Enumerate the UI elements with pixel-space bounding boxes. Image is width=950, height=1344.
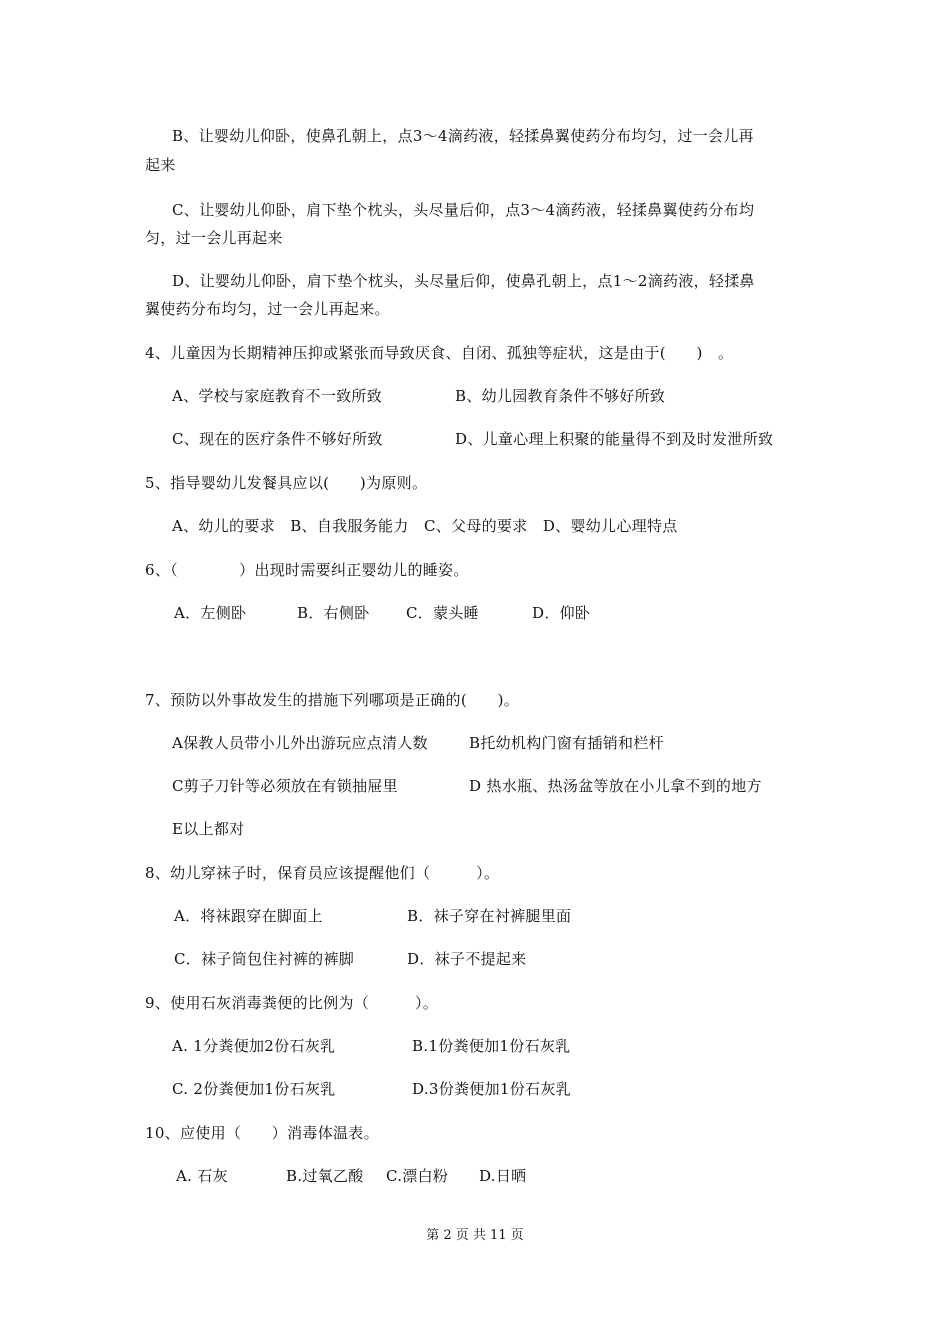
q7-option-d: D 热水瓶、热汤盆等放在小儿拿不到的地方 xyxy=(469,777,762,795)
q9-option-a: A. 1分粪便加2份石灰乳 xyxy=(172,1037,336,1055)
q3-option-d-line2: 翼使药分布均匀，过一会儿再起来。 xyxy=(145,300,390,318)
q10-option-c: C.漂白粉 xyxy=(386,1167,449,1185)
q9-stem: 9、使用石灰消毒粪便的比例为（ ）。 xyxy=(145,994,439,1012)
q8-option-c: C．袜子筒包住衬裤的裤脚 xyxy=(174,950,355,968)
q7-option-a: A保教人员带小儿外出游玩应点清人数 xyxy=(172,734,428,752)
q6-stem: 6、（ ）出现时需要纠正婴幼儿的睡姿。 xyxy=(145,561,469,579)
q10-option-a: A. 石灰 xyxy=(176,1167,228,1185)
q10-option-d: D.日晒 xyxy=(479,1167,527,1185)
q3-option-d-line1: D、让婴幼儿仰卧，肩下垫个枕头，头尽量后仰，使鼻孔朝上，点1～2滴药液，轻揉鼻 xyxy=(172,272,755,290)
q4-option-d: D、儿童心理上积聚的能量得不到及时发泄所致 xyxy=(455,430,774,448)
q9-option-b: B.1份粪便加1份石灰乳 xyxy=(412,1037,571,1055)
q3-option-c-line2: 匀，过一会儿再起来 xyxy=(145,229,283,247)
q7-option-c: C剪子刀针等必须放在有锁抽屉里 xyxy=(172,777,398,795)
q9-option-c: C. 2份粪便加1份石灰乳 xyxy=(172,1080,336,1098)
q5-stem: 5、指导婴幼儿发餐具应以( )为原则。 xyxy=(145,474,428,492)
q8-option-a: A．将袜跟穿在脚面上 xyxy=(174,907,323,925)
q3-option-b-line2: 起来 xyxy=(145,156,176,174)
q3-option-c-line1: C、让婴幼儿仰卧，肩下垫个枕头，头尽量后仰，点3～4滴药液，轻揉鼻翼使药分布均 xyxy=(172,201,755,219)
q10-option-b: B.过氧乙酸 xyxy=(286,1167,364,1185)
q4-option-c: C、现在的医疗条件不够好所致 xyxy=(172,430,383,448)
q8-option-b: B．袜子穿在衬裤腿里面 xyxy=(407,907,572,925)
q6-option-c: C．蒙头睡 xyxy=(406,604,479,622)
q5-options: A、幼儿的要求 B、自我服务能力 C、父母的要求 D、婴幼儿心理特点 xyxy=(172,517,678,535)
q10-stem: 10、应使用（ ）消毒体温表。 xyxy=(145,1124,379,1142)
q6-option-d: D．仰卧 xyxy=(532,604,591,622)
q6-option-b: B．右侧卧 xyxy=(297,604,370,622)
q9-option-d: D.3份粪便加1份石灰乳 xyxy=(412,1080,571,1098)
q7-option-b: B托幼机构门窗有插销和栏杆 xyxy=(469,734,664,752)
q4-option-b: B、幼儿园教育条件不够好所致 xyxy=(455,387,666,405)
q8-stem: 8、幼儿穿袜子时，保育员应该提醒他们（ ）。 xyxy=(145,864,500,882)
q4-option-a: A、学校与家庭教育不一致所致 xyxy=(172,387,383,405)
q7-stem: 7、预防以外事故发生的措施下列哪项是正确的( )。 xyxy=(145,691,520,709)
q7-option-e: E以上都对 xyxy=(172,820,245,838)
q6-option-a: A．左侧卧 xyxy=(174,604,247,622)
q4-stem: 4、儿童因为长期精神压抑或紧张而导致厌食、自闭、孤独等症状，这是由于( ) 。 xyxy=(145,344,734,362)
page-number-footer: 第 2 页 共 11 页 xyxy=(426,1228,524,1243)
q3-option-b-line1: B、让婴幼儿仰卧，使鼻孔朝上，点3～4滴药液，轻揉鼻翼使药分布均匀，过一会儿再 xyxy=(172,127,754,145)
q8-option-d: D．袜子不提起来 xyxy=(407,950,527,968)
